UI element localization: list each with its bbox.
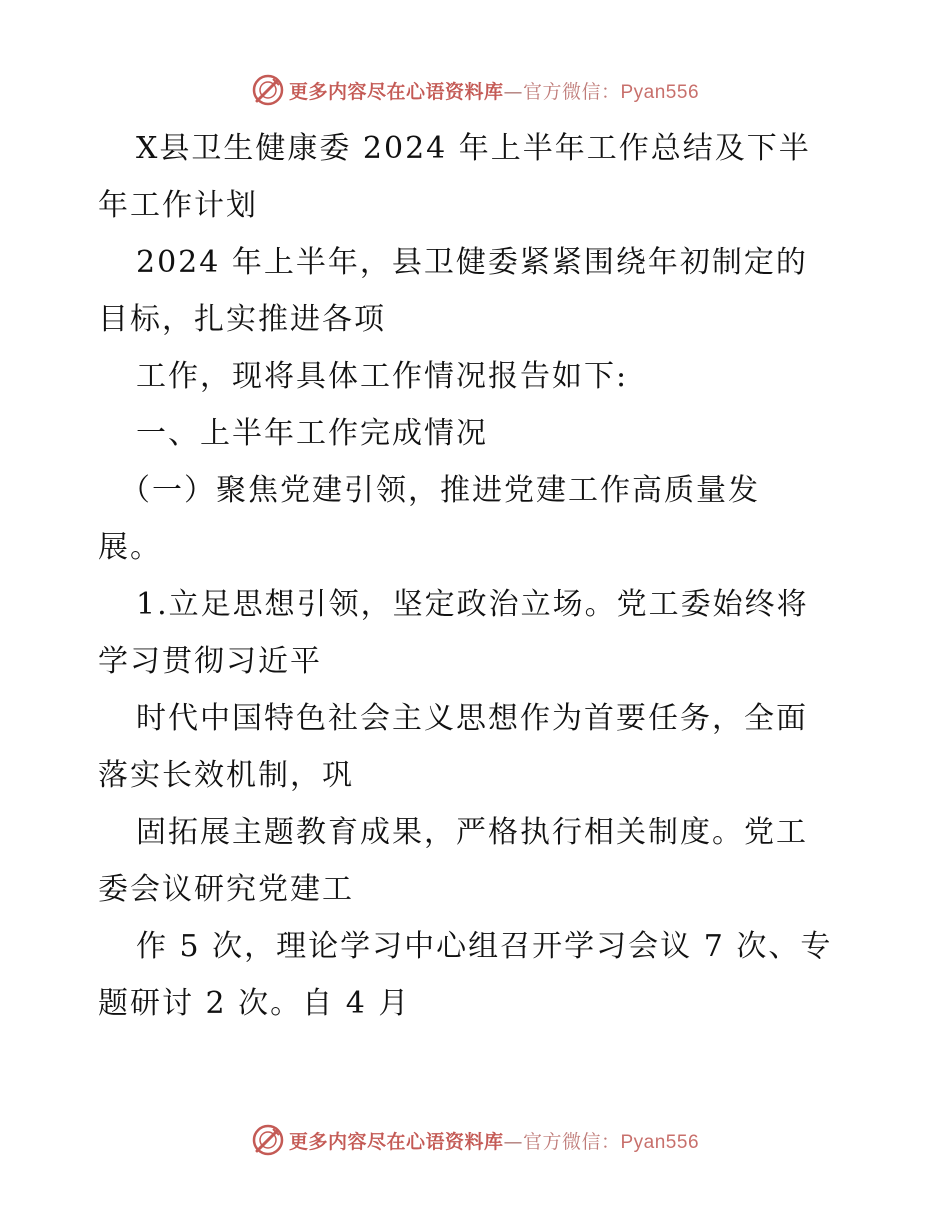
banner-wechat-id: Pyan556 — [620, 1131, 700, 1153]
paragraph-line: 目标，扎实推进各项 — [98, 302, 386, 337]
banner-wechat-label: 官方微信： — [522, 1130, 621, 1153]
banner-main-text: 更多内容尽在心语资料库 — [288, 1130, 504, 1153]
paragraph-line: 学习贯彻习近平 — [98, 644, 322, 679]
paragraph-line: 工作，现将具体工作情况报告如下: — [136, 359, 629, 394]
subsection-heading: （一）聚焦党建引领，推进党建工作高质量发 — [120, 473, 760, 508]
title-line-1: X县卫生健康委 2024 年上半年工作总结及下半 — [136, 131, 811, 166]
paragraph-line: 固拓展主题教育成果，严格执行相关制度。党工 — [136, 815, 808, 850]
paragraph-line: 作 5 次，理论学习中心组召开学习会议 7 次、专 — [136, 929, 833, 964]
banner-dash: — — [503, 1130, 523, 1153]
paragraph-line: 2024 年上半年，县卫健委紧紧围绕年初制定的 — [136, 245, 808, 280]
banner-text — [289, 77, 699, 104]
paragraph-line: 时代中国特色社会主义思想作为首要任务，全面 — [136, 701, 808, 736]
banner-wechat-label: 官方微信： — [522, 80, 621, 103]
paragraph-line: 1.立足思想引领，坚定政治立场。党工委始终将 — [136, 587, 809, 622]
footer-banner — [0, 1120, 950, 1160]
title-line-2: 年工作计划 — [98, 188, 258, 223]
banner-wechat-id: Pyan556 — [620, 81, 700, 103]
subsection-heading-cont: 展。 — [98, 530, 162, 565]
banner-dash: — — [503, 80, 523, 103]
banner-main-text: 更多内容尽在心语资料库 — [288, 80, 504, 103]
paragraph-line: 题研讨 2 次。自 4 月 — [98, 986, 411, 1021]
section-heading: 一、上半年工作完成情况 — [136, 416, 488, 451]
paragraph-line: 落实长效机制，巩 — [98, 758, 354, 793]
header-banner — [0, 70, 950, 110]
document-body — [98, 120, 858, 1032]
seal-logo-icon — [251, 73, 285, 107]
paragraph-line: 委会议研究党建工 — [98, 872, 354, 907]
seal-logo-icon — [251, 1123, 285, 1157]
banner-text — [289, 1127, 699, 1154]
